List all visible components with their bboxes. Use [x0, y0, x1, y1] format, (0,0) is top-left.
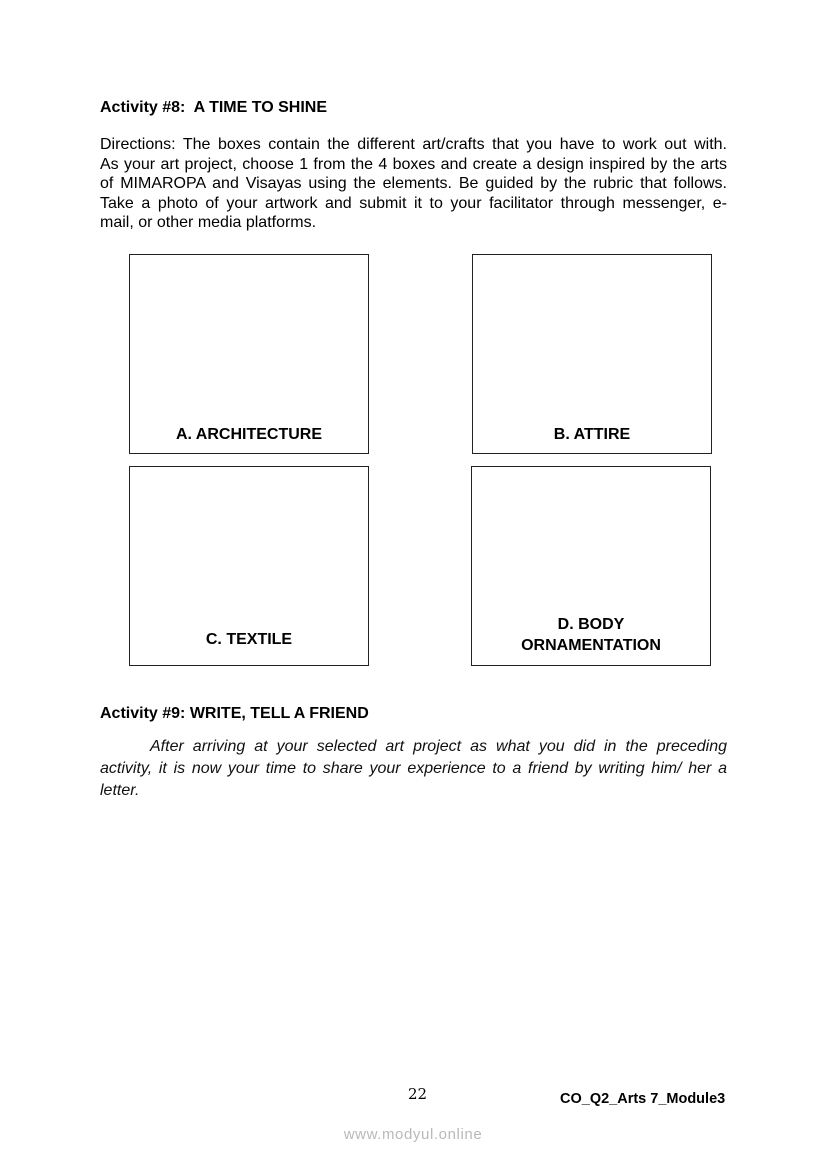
body-ornamentation-box-label — [472, 614, 710, 656]
instructions-line: activity, it is now your time to share your experience to a friend by writing him/ her a — [100, 760, 727, 777]
attire-box-label: B. ATTIRE — [553, 426, 631, 443]
body-ornamentation-label-line2: ORNAMENTATION — [521, 637, 661, 654]
instructions-line: After arriving at your selected art project as what you did in the preceding — [150, 738, 727, 755]
directions-line: As your art project, choose 1 from the 4 boxes and create a design inspired by the arts — [100, 155, 727, 173]
directions-line: Take a photo of your artwork and submit it to your facilitator through messenger, e- — [100, 194, 727, 212]
activity-8-heading: Activity #8: A TIME TO SHINE — [100, 99, 328, 116]
architecture-box-label: A. ARCHITECTURE — [175, 426, 323, 443]
architecture-box — [129, 254, 369, 454]
textile-box-label: C. TEXTILE — [205, 631, 293, 648]
page-number: 22 — [408, 1085, 428, 1103]
activity-9-instructions — [100, 736, 727, 802]
body-ornamentation-label-line1: D. BODY — [557, 616, 625, 633]
module-code: CO_Q2_Arts 7_Module3 — [560, 1091, 726, 1107]
activity-8-directions — [100, 135, 727, 233]
directions-line: of MIMAROPA and Visayas using the elements. Be guided by the rubric that follows. — [100, 175, 727, 192]
body-ornamentation-box — [471, 466, 711, 666]
attire-box — [472, 254, 712, 454]
activity-9-heading: Activity #9: WRITE, TELL A FRIEND — [100, 705, 369, 722]
directions-line: mail, or other media platforms. — [100, 214, 317, 231]
watermark: www.modyul.online — [343, 1126, 483, 1143]
directions-line: Directions: The boxes contain the different art/crafts that you have to work out with. — [100, 136, 727, 153]
instructions-line: letter. — [100, 782, 140, 799]
textile-box — [129, 466, 369, 666]
